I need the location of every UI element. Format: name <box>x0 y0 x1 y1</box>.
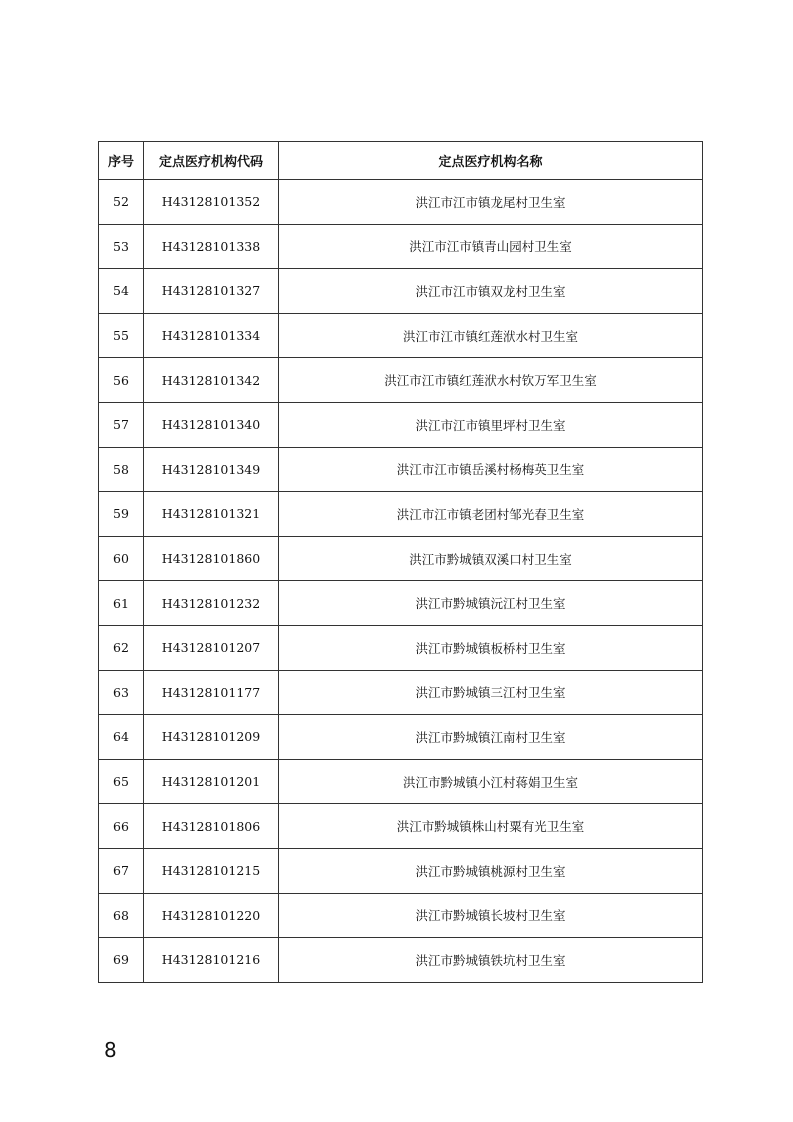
header-serial-number: 序号 <box>99 142 144 180</box>
cell-institution-name: 洪江市江市镇红莲洑水村卫生室 <box>279 313 703 358</box>
table-row <box>99 402 703 447</box>
cell-serial-number: 56 <box>99 358 144 403</box>
cell-institution-code: H43128101352 <box>144 180 279 225</box>
cell-institution-name: 洪江市江市镇龙尾村卫生室 <box>279 180 703 225</box>
page-number: 8 <box>104 1038 117 1062</box>
cell-serial-number: 61 <box>99 581 144 626</box>
cell-institution-name: 洪江市黔城镇沅江村卫生室 <box>279 581 703 626</box>
cell-institution-name: 洪江市黔城镇铁坑村卫生室 <box>279 938 703 983</box>
cell-institution-name: 洪江市黔城镇小江村蒋娟卫生室 <box>279 759 703 804</box>
cell-serial-number: 63 <box>99 670 144 715</box>
cell-institution-code: H43128101338 <box>144 224 279 269</box>
cell-institution-code: H43128101216 <box>144 938 279 983</box>
table-row <box>99 938 703 983</box>
table-row <box>99 492 703 537</box>
table-row <box>99 581 703 626</box>
table-header-row <box>99 142 703 180</box>
cell-institution-name: 洪江市江市镇里坪村卫生室 <box>279 402 703 447</box>
cell-serial-number: 62 <box>99 625 144 670</box>
cell-institution-name: 洪江市江市镇红莲洑水村钦万军卫生室 <box>279 358 703 403</box>
table-row <box>99 848 703 893</box>
cell-institution-code: H43128101342 <box>144 358 279 403</box>
cell-institution-code: H43128101334 <box>144 313 279 358</box>
cell-institution-name: 洪江市黔城镇板桥村卫生室 <box>279 625 703 670</box>
cell-serial-number: 55 <box>99 313 144 358</box>
cell-serial-number: 64 <box>99 715 144 760</box>
cell-institution-name: 洪江市江市镇岳溪村杨梅英卫生室 <box>279 447 703 492</box>
cell-institution-code: H43128101321 <box>144 492 279 537</box>
cell-institution-name: 洪江市黔城镇江南村卫生室 <box>279 715 703 760</box>
cell-serial-number: 59 <box>99 492 144 537</box>
cell-institution-name: 洪江市黔城镇株山村粟有光卫生室 <box>279 804 703 849</box>
cell-institution-code: H43128101209 <box>144 715 279 760</box>
table-row <box>99 447 703 492</box>
cell-serial-number: 67 <box>99 848 144 893</box>
cell-institution-name: 洪江市黔城镇桃源村卫生室 <box>279 848 703 893</box>
cell-institution-code: H43128101220 <box>144 893 279 938</box>
cell-serial-number: 69 <box>99 938 144 983</box>
cell-institution-name: 洪江市江市镇老团村邹光春卫生室 <box>279 492 703 537</box>
table-row <box>99 715 703 760</box>
cell-institution-code: H43128101860 <box>144 536 279 581</box>
cell-institution-name: 洪江市江市镇青山园村卫生室 <box>279 224 703 269</box>
cell-institution-code: H43128101215 <box>144 848 279 893</box>
cell-institution-code: H43128101207 <box>144 625 279 670</box>
cell-institution-name: 洪江市黔城镇三江村卫生室 <box>279 670 703 715</box>
cell-serial-number: 52 <box>99 180 144 225</box>
cell-institution-code: H43128101349 <box>144 447 279 492</box>
cell-institution-code: H43128101340 <box>144 402 279 447</box>
table-row <box>99 224 703 269</box>
table-row <box>99 893 703 938</box>
cell-serial-number: 53 <box>99 224 144 269</box>
cell-institution-name: 洪江市黔城镇长坡村卫生室 <box>279 893 703 938</box>
cell-serial-number: 57 <box>99 402 144 447</box>
cell-serial-number: 65 <box>99 759 144 804</box>
table-row <box>99 269 703 314</box>
table-row <box>99 804 703 849</box>
table-row <box>99 536 703 581</box>
table-row <box>99 180 703 225</box>
cell-serial-number: 68 <box>99 893 144 938</box>
table-row <box>99 313 703 358</box>
table-row <box>99 625 703 670</box>
header-institution-name: 定点医疗机构名称 <box>279 142 703 180</box>
header-institution-code: 定点医疗机构代码 <box>144 142 279 180</box>
cell-serial-number: 58 <box>99 447 144 492</box>
cell-serial-number: 54 <box>99 269 144 314</box>
cell-serial-number: 60 <box>99 536 144 581</box>
cell-institution-code: H43128101806 <box>144 804 279 849</box>
table-row <box>99 670 703 715</box>
cell-institution-code: H43128101327 <box>144 269 279 314</box>
cell-institution-name: 洪江市江市镇双龙村卫生室 <box>279 269 703 314</box>
table-body <box>99 180 703 983</box>
medical-institution-table <box>98 141 703 983</box>
cell-institution-code: H43128101177 <box>144 670 279 715</box>
table-row <box>99 358 703 403</box>
cell-institution-code: H43128101201 <box>144 759 279 804</box>
cell-institution-name: 洪江市黔城镇双溪口村卫生室 <box>279 536 703 581</box>
table-row <box>99 759 703 804</box>
cell-serial-number: 66 <box>99 804 144 849</box>
cell-institution-code: H43128101232 <box>144 581 279 626</box>
